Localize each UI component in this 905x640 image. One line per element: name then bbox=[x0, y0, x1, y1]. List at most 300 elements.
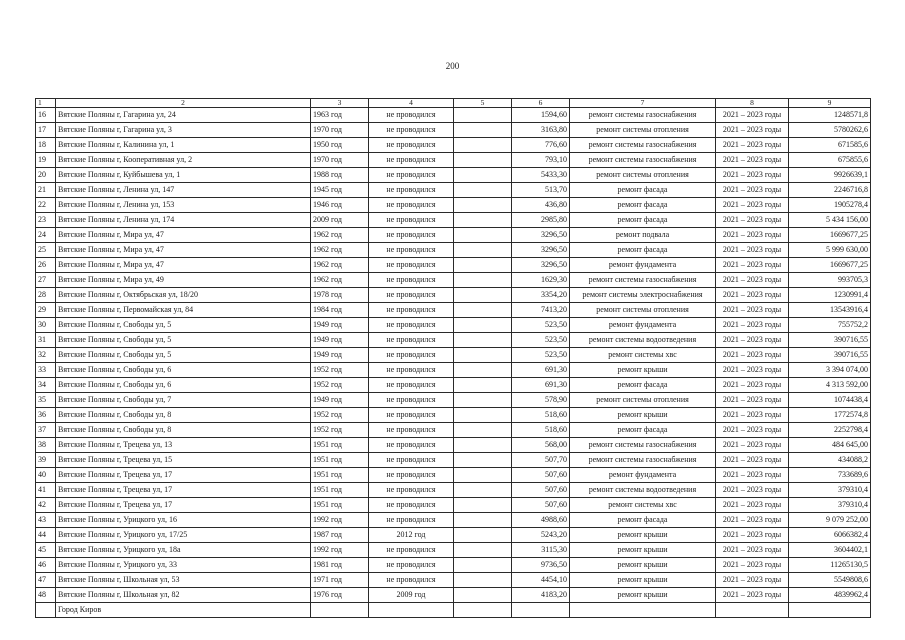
cost-cell: 5 434 156,00 bbox=[789, 212, 871, 227]
empty-cell bbox=[454, 407, 512, 422]
period-cell: 2021 – 2023 годы bbox=[716, 212, 789, 227]
address-cell: Вятские Поляны г, Свободы ул, 8 bbox=[56, 422, 311, 437]
build-year-cell: 1962 год bbox=[311, 272, 369, 287]
area-cell: 3296,50 bbox=[512, 242, 570, 257]
cost-cell: 9926639,1 bbox=[789, 167, 871, 182]
column-number: 9 bbox=[789, 99, 871, 108]
empty-cell bbox=[454, 212, 512, 227]
empty-cell bbox=[454, 257, 512, 272]
column-number: 5 bbox=[454, 99, 512, 108]
cost-cell: 2252798,4 bbox=[789, 422, 871, 437]
cost-cell: 733689,6 bbox=[789, 467, 871, 482]
address-cell: Вятские Поляны г, Ленина ул, 147 bbox=[56, 182, 311, 197]
address-cell: Вятские Поляны г, Гагарина ул, 24 bbox=[56, 107, 311, 122]
row-number-cell: 48 bbox=[36, 587, 56, 602]
column-number: 6 bbox=[512, 99, 570, 108]
last-repair-cell: не проводился bbox=[369, 257, 454, 272]
work-type-cell: ремонт системы газоснабжения bbox=[570, 137, 716, 152]
column-number: 2 bbox=[56, 99, 311, 108]
repair-registry-table bbox=[35, 98, 871, 618]
empty-cell bbox=[454, 242, 512, 257]
address-cell: Вятские Поляны г, Мира ул, 47 bbox=[56, 257, 311, 272]
work-type-cell: ремонт крыши bbox=[570, 362, 716, 377]
work-type-cell: ремонт системы отопления bbox=[570, 122, 716, 137]
empty-cell bbox=[454, 347, 512, 362]
cost-cell: 1248571,8 bbox=[789, 107, 871, 122]
work-type-cell: ремонт системы отопления bbox=[570, 302, 716, 317]
cost-cell: 1074438,4 bbox=[789, 392, 871, 407]
cost-cell: 6066382,4 bbox=[789, 527, 871, 542]
area-cell: 4988,60 bbox=[512, 512, 570, 527]
address-cell: Вятские Поляны г, Свободы ул, 5 bbox=[56, 332, 311, 347]
build-year-cell: 1971 год bbox=[311, 572, 369, 587]
last-repair-cell: 2009 год bbox=[369, 587, 454, 602]
last-repair-cell: не проводился bbox=[369, 332, 454, 347]
area-cell: 3163,80 bbox=[512, 122, 570, 137]
address-cell: Вятские Поляны г, Свободы ул, 6 bbox=[56, 377, 311, 392]
area-cell: 3115,30 bbox=[512, 542, 570, 557]
table-row bbox=[36, 467, 871, 482]
empty-cell bbox=[454, 197, 512, 212]
empty-cell bbox=[454, 107, 512, 122]
work-type-cell: ремонт системы газоснабжения bbox=[570, 437, 716, 452]
period-cell: 2021 – 2023 годы bbox=[716, 272, 789, 287]
work-type-cell: ремонт системы газоснабжения bbox=[570, 272, 716, 287]
row-number-cell: 19 bbox=[36, 152, 56, 167]
last-repair-cell: не проводился bbox=[369, 287, 454, 302]
period-cell: 2021 – 2023 годы bbox=[716, 392, 789, 407]
last-repair-cell: не проводился bbox=[369, 272, 454, 287]
work-type-cell: ремонт фасада bbox=[570, 512, 716, 527]
empty-cell bbox=[454, 452, 512, 467]
cost-cell: 5 999 630,00 bbox=[789, 242, 871, 257]
empty-cell bbox=[454, 467, 512, 482]
period-cell: 2021 – 2023 годы bbox=[716, 377, 789, 392]
last-repair-cell: не проводился bbox=[369, 467, 454, 482]
build-year-cell: 1981 год bbox=[311, 557, 369, 572]
build-year-cell: 1976 год bbox=[311, 587, 369, 602]
row-number-cell: 39 bbox=[36, 452, 56, 467]
period-cell: 2021 – 2023 годы bbox=[716, 347, 789, 362]
last-repair-cell: не проводился bbox=[369, 392, 454, 407]
work-type-cell: ремонт системы газоснабжения bbox=[570, 152, 716, 167]
row-number-cell: 37 bbox=[36, 422, 56, 437]
build-year-cell: 1962 год bbox=[311, 227, 369, 242]
cost-cell: 993705,3 bbox=[789, 272, 871, 287]
build-year-cell: 1988 год bbox=[311, 167, 369, 182]
row-number-cell: 47 bbox=[36, 572, 56, 587]
table-row bbox=[36, 242, 871, 257]
table-row bbox=[36, 257, 871, 272]
last-repair-cell: не проводился bbox=[369, 437, 454, 452]
page-number: 200 bbox=[445, 61, 460, 71]
build-year-cell: 1951 год bbox=[311, 467, 369, 482]
empty-cell bbox=[454, 602, 512, 617]
address-cell: Вятские Поляны г, Трецева ул, 17 bbox=[56, 482, 311, 497]
cost-cell: 9 079 252,00 bbox=[789, 512, 871, 527]
work-type-cell: ремонт системы хвс bbox=[570, 347, 716, 362]
row-number-cell: 35 bbox=[36, 392, 56, 407]
table-row bbox=[36, 287, 871, 302]
period-cell: 2021 – 2023 годы bbox=[716, 257, 789, 272]
area-cell: 4454,10 bbox=[512, 572, 570, 587]
cost-cell: 1669677,25 bbox=[789, 257, 871, 272]
period-cell: 2021 – 2023 годы bbox=[716, 497, 789, 512]
row-number-cell: 31 bbox=[36, 332, 56, 347]
work-type-cell: ремонт подвала bbox=[570, 227, 716, 242]
build-year-cell: 1952 год bbox=[311, 377, 369, 392]
build-year-cell: 1978 год bbox=[311, 287, 369, 302]
table-row bbox=[36, 317, 871, 332]
address-cell: Вятские Поляны г, Трецева ул, 13 bbox=[56, 437, 311, 452]
period-cell: 2021 – 2023 годы bbox=[716, 572, 789, 587]
area-cell: 3296,50 bbox=[512, 257, 570, 272]
build-year-cell: 1945 год bbox=[311, 182, 369, 197]
address-cell: Вятские Поляны г, Трецева ул, 15 bbox=[56, 452, 311, 467]
address-cell: Вятские Поляны г, Калинина ул, 1 bbox=[56, 137, 311, 152]
table-row bbox=[36, 152, 871, 167]
build-year-cell: 1951 год bbox=[311, 437, 369, 452]
row-number-cell: 42 bbox=[36, 497, 56, 512]
table-row bbox=[36, 452, 871, 467]
work-type-cell: ремонт системы газоснабжения bbox=[570, 107, 716, 122]
address-cell: Вятские Поляны г, Мира ул, 47 bbox=[56, 242, 311, 257]
cost-cell: 13543916,4 bbox=[789, 302, 871, 317]
table-row bbox=[36, 392, 871, 407]
area-cell: 507,60 bbox=[512, 482, 570, 497]
row-number-cell: 43 bbox=[36, 512, 56, 527]
cost-cell: 2246716,8 bbox=[789, 182, 871, 197]
work-type-cell: ремонт фасада bbox=[570, 377, 716, 392]
cost-cell: 379310,4 bbox=[789, 482, 871, 497]
row-number-cell: 29 bbox=[36, 302, 56, 317]
last-repair-cell: не проводился bbox=[369, 572, 454, 587]
area-cell: 523,50 bbox=[512, 332, 570, 347]
table-row bbox=[36, 167, 871, 182]
area-cell: 1594,60 bbox=[512, 107, 570, 122]
table-row bbox=[36, 137, 871, 152]
build-year-cell: 1987 год bbox=[311, 527, 369, 542]
area-cell: 568,00 bbox=[512, 437, 570, 452]
work-type-cell: ремонт крыши bbox=[570, 557, 716, 572]
area-cell: 1629,30 bbox=[512, 272, 570, 287]
area-cell: 793,10 bbox=[512, 152, 570, 167]
cost-cell: 3604402,1 bbox=[789, 542, 871, 557]
row-number-cell: 25 bbox=[36, 242, 56, 257]
row-number-cell: 32 bbox=[36, 347, 56, 362]
area-cell: 523,50 bbox=[512, 347, 570, 362]
period-cell: 2021 – 2023 годы bbox=[716, 362, 789, 377]
area-cell: 578,90 bbox=[512, 392, 570, 407]
work-type-cell: ремонт фасада bbox=[570, 182, 716, 197]
build-year-cell bbox=[311, 602, 369, 617]
empty-cell bbox=[454, 392, 512, 407]
cost-cell bbox=[789, 602, 871, 617]
cost-cell: 1905278,4 bbox=[789, 197, 871, 212]
table-row bbox=[36, 557, 871, 572]
table-row bbox=[36, 272, 871, 287]
empty-cell bbox=[454, 182, 512, 197]
work-type-cell: ремонт фасада bbox=[570, 212, 716, 227]
empty-cell bbox=[454, 542, 512, 557]
empty-cell bbox=[454, 272, 512, 287]
work-type-cell: ремонт фундамента bbox=[570, 467, 716, 482]
address-cell: Вятские Поляны г, Школьная ул, 82 bbox=[56, 587, 311, 602]
last-repair-cell: 2012 год bbox=[369, 527, 454, 542]
table-row bbox=[36, 302, 871, 317]
row-number-cell: 44 bbox=[36, 527, 56, 542]
empty-cell bbox=[454, 152, 512, 167]
period-cell: 2021 – 2023 годы bbox=[716, 182, 789, 197]
last-repair-cell: не проводился bbox=[369, 347, 454, 362]
period-cell: 2021 – 2023 годы bbox=[716, 407, 789, 422]
address-cell: Вятские Поляны г, Школьная ул, 53 bbox=[56, 572, 311, 587]
row-number-cell: 34 bbox=[36, 377, 56, 392]
empty-cell bbox=[454, 512, 512, 527]
area-cell: 4183,20 bbox=[512, 587, 570, 602]
work-type-cell: ремонт системы водоотведения bbox=[570, 482, 716, 497]
area-cell: 507,60 bbox=[512, 467, 570, 482]
work-type-cell: ремонт крыши bbox=[570, 542, 716, 557]
row-number-cell: 18 bbox=[36, 137, 56, 152]
period-cell: 2021 – 2023 годы bbox=[716, 317, 789, 332]
cost-cell: 1772574,8 bbox=[789, 407, 871, 422]
cost-cell: 11265130,5 bbox=[789, 557, 871, 572]
row-number-cell bbox=[36, 602, 56, 617]
empty-cell bbox=[454, 497, 512, 512]
address-cell: Вятские Поляны г, Трецева ул, 17 bbox=[56, 467, 311, 482]
build-year-cell: 1992 год bbox=[311, 512, 369, 527]
area-cell: 3296,50 bbox=[512, 227, 570, 242]
empty-cell bbox=[454, 482, 512, 497]
table-row bbox=[36, 347, 871, 362]
column-number-row bbox=[36, 99, 871, 108]
build-year-cell: 1950 год bbox=[311, 137, 369, 152]
address-cell: Вятские Поляны г, Ленина ул, 153 bbox=[56, 197, 311, 212]
table-row bbox=[36, 107, 871, 122]
area-cell: 507,70 bbox=[512, 452, 570, 467]
table-row bbox=[36, 122, 871, 137]
area-cell: 5433,30 bbox=[512, 167, 570, 182]
build-year-cell: 1970 год bbox=[311, 152, 369, 167]
work-type-cell: ремонт крыши bbox=[570, 407, 716, 422]
build-year-cell: 1951 год bbox=[311, 497, 369, 512]
row-number-cell: 24 bbox=[36, 227, 56, 242]
row-number-cell: 23 bbox=[36, 212, 56, 227]
area-cell: 523,50 bbox=[512, 317, 570, 332]
period-cell: 2021 – 2023 годы bbox=[716, 557, 789, 572]
build-year-cell: 1962 год bbox=[311, 257, 369, 272]
build-year-cell: 2009 год bbox=[311, 212, 369, 227]
period-cell bbox=[716, 602, 789, 617]
cost-cell: 671585,6 bbox=[789, 137, 871, 152]
row-number-cell: 46 bbox=[36, 557, 56, 572]
table-row bbox=[36, 377, 871, 392]
area-cell: 2985,80 bbox=[512, 212, 570, 227]
work-type-cell bbox=[570, 602, 716, 617]
cost-cell: 4839962,4 bbox=[789, 587, 871, 602]
area-cell: 7413,20 bbox=[512, 302, 570, 317]
empty-cell bbox=[454, 587, 512, 602]
build-year-cell: 1984 год bbox=[311, 302, 369, 317]
address-cell: Вятские Поляны г, Трецева ул, 17 bbox=[56, 497, 311, 512]
area-cell: 3354,20 bbox=[512, 287, 570, 302]
address-cell: Вятские Поляны г, Урицкого ул, 18а bbox=[56, 542, 311, 557]
empty-cell bbox=[454, 332, 512, 347]
table-row bbox=[36, 542, 871, 557]
last-repair-cell: не проводился bbox=[369, 182, 454, 197]
area-cell: 513,70 bbox=[512, 182, 570, 197]
period-cell: 2021 – 2023 годы bbox=[716, 302, 789, 317]
build-year-cell: 1946 год bbox=[311, 197, 369, 212]
table-row bbox=[36, 362, 871, 377]
period-cell: 2021 – 2023 годы bbox=[716, 482, 789, 497]
cost-cell: 675855,6 bbox=[789, 152, 871, 167]
empty-cell bbox=[454, 377, 512, 392]
address-cell: Вятские Поляны г, Урицкого ул, 17/25 bbox=[56, 527, 311, 542]
column-number: 3 bbox=[311, 99, 369, 108]
period-cell: 2021 – 2023 годы bbox=[716, 422, 789, 437]
period-cell: 2021 – 2023 годы bbox=[716, 122, 789, 137]
work-type-cell: ремонт системы отопления bbox=[570, 392, 716, 407]
last-repair-cell: не проводился bbox=[369, 482, 454, 497]
table-row bbox=[36, 227, 871, 242]
area-cell: 691,30 bbox=[512, 377, 570, 392]
last-repair-cell: не проводился bbox=[369, 107, 454, 122]
build-year-cell: 1992 год bbox=[311, 542, 369, 557]
empty-cell bbox=[454, 317, 512, 332]
period-cell: 2021 – 2023 годы bbox=[716, 137, 789, 152]
period-cell: 2021 – 2023 годы bbox=[716, 512, 789, 527]
column-number: 7 bbox=[570, 99, 716, 108]
row-number-cell: 33 bbox=[36, 362, 56, 377]
last-repair-cell: не проводился bbox=[369, 302, 454, 317]
last-repair-cell: не проводился bbox=[369, 542, 454, 557]
work-type-cell: ремонт крыши bbox=[570, 587, 716, 602]
table-row bbox=[36, 512, 871, 527]
last-repair-cell: не проводился bbox=[369, 122, 454, 137]
work-type-cell: ремонт системы водоотведения bbox=[570, 332, 716, 347]
area-cell: 9736,50 bbox=[512, 557, 570, 572]
table-row bbox=[36, 197, 871, 212]
row-number-cell: 26 bbox=[36, 257, 56, 272]
address-cell: Вятские Поляны г, Гагарина ул, 3 bbox=[56, 122, 311, 137]
last-repair-cell bbox=[369, 602, 454, 617]
column-number: 8 bbox=[716, 99, 789, 108]
work-type-cell: ремонт системы отопления bbox=[570, 167, 716, 182]
cost-cell: 434088,2 bbox=[789, 452, 871, 467]
empty-cell bbox=[454, 227, 512, 242]
empty-cell bbox=[454, 167, 512, 182]
row-number-cell: 40 bbox=[36, 467, 56, 482]
period-cell: 2021 – 2023 годы bbox=[716, 527, 789, 542]
work-type-cell: ремонт крыши bbox=[570, 572, 716, 587]
last-repair-cell: не проводился bbox=[369, 212, 454, 227]
address-cell: Вятские Поляны г, Свободы ул, 5 bbox=[56, 347, 311, 362]
period-cell: 2021 – 2023 годы bbox=[716, 242, 789, 257]
empty-cell bbox=[454, 572, 512, 587]
column-number: 4 bbox=[369, 99, 454, 108]
build-year-cell: 1949 год bbox=[311, 392, 369, 407]
area-cell: 518,60 bbox=[512, 407, 570, 422]
work-type-cell: ремонт фасада bbox=[570, 242, 716, 257]
row-number-cell: 21 bbox=[36, 182, 56, 197]
cost-cell: 3 394 074,00 bbox=[789, 362, 871, 377]
address-cell: Вятские Поляны г, Куйбышева ул, 1 bbox=[56, 167, 311, 182]
last-repair-cell: не проводился bbox=[369, 227, 454, 242]
period-cell: 2021 – 2023 годы bbox=[716, 167, 789, 182]
last-repair-cell: не проводился bbox=[369, 242, 454, 257]
last-repair-cell: не проводился bbox=[369, 407, 454, 422]
area-cell: 776,60 bbox=[512, 137, 570, 152]
build-year-cell: 1951 год bbox=[311, 482, 369, 497]
period-cell: 2021 – 2023 годы bbox=[716, 437, 789, 452]
area-cell: 507,60 bbox=[512, 497, 570, 512]
build-year-cell: 1963 год bbox=[311, 107, 369, 122]
cost-cell: 5549808,6 bbox=[789, 572, 871, 587]
cost-cell: 4 313 592,00 bbox=[789, 377, 871, 392]
row-number-cell: 22 bbox=[36, 197, 56, 212]
empty-cell bbox=[454, 122, 512, 137]
table-row bbox=[36, 482, 871, 497]
period-cell: 2021 – 2023 годы bbox=[716, 587, 789, 602]
period-cell: 2021 – 2023 годы bbox=[716, 197, 789, 212]
period-cell: 2021 – 2023 годы bbox=[716, 107, 789, 122]
row-number-cell: 36 bbox=[36, 407, 56, 422]
period-cell: 2021 – 2023 годы bbox=[716, 152, 789, 167]
build-year-cell: 1949 год bbox=[311, 332, 369, 347]
cost-cell: 484 645,00 bbox=[789, 437, 871, 452]
last-repair-cell: не проводился bbox=[369, 197, 454, 212]
last-repair-cell: не проводился bbox=[369, 452, 454, 467]
work-type-cell: ремонт фасада bbox=[570, 422, 716, 437]
last-repair-cell: не проводился bbox=[369, 512, 454, 527]
empty-cell bbox=[454, 302, 512, 317]
work-type-cell: ремонт фундамента bbox=[570, 317, 716, 332]
empty-cell bbox=[454, 437, 512, 452]
address-cell: Вятские Поляны г, Первомайская ул, 84 bbox=[56, 302, 311, 317]
address-cell: Вятские Поляны г, Мира ул, 49 bbox=[56, 272, 311, 287]
table-body bbox=[36, 99, 871, 618]
last-repair-cell: не проводился bbox=[369, 497, 454, 512]
period-cell: 2021 – 2023 годы bbox=[716, 452, 789, 467]
table-row bbox=[36, 332, 871, 347]
empty-cell bbox=[454, 422, 512, 437]
build-year-cell: 1949 год bbox=[311, 347, 369, 362]
cost-cell: 755752,2 bbox=[789, 317, 871, 332]
empty-cell bbox=[454, 137, 512, 152]
work-type-cell: ремонт системы газоснабжения bbox=[570, 452, 716, 467]
cost-cell: 5780262,6 bbox=[789, 122, 871, 137]
cost-cell: 1669677,25 bbox=[789, 227, 871, 242]
section-row bbox=[36, 602, 871, 617]
last-repair-cell: не проводился bbox=[369, 557, 454, 572]
row-number-cell: 41 bbox=[36, 482, 56, 497]
area-cell: 5243,20 bbox=[512, 527, 570, 542]
address-cell: Вятские Поляны г, Урицкого ул, 16 bbox=[56, 512, 311, 527]
cost-cell: 390716,55 bbox=[789, 332, 871, 347]
row-number-cell: 28 bbox=[36, 287, 56, 302]
build-year-cell: 1952 год bbox=[311, 407, 369, 422]
address-cell: Вятские Поляны г, Свободы ул, 5 bbox=[56, 317, 311, 332]
work-type-cell: ремонт крыши bbox=[570, 527, 716, 542]
period-cell: 2021 – 2023 годы bbox=[716, 287, 789, 302]
last-repair-cell: не проводился bbox=[369, 152, 454, 167]
row-number-cell: 30 bbox=[36, 317, 56, 332]
period-cell: 2021 – 2023 годы bbox=[716, 332, 789, 347]
address-cell: Вятские Поляны г, Урицкого ул, 33 bbox=[56, 557, 311, 572]
empty-cell bbox=[454, 527, 512, 542]
